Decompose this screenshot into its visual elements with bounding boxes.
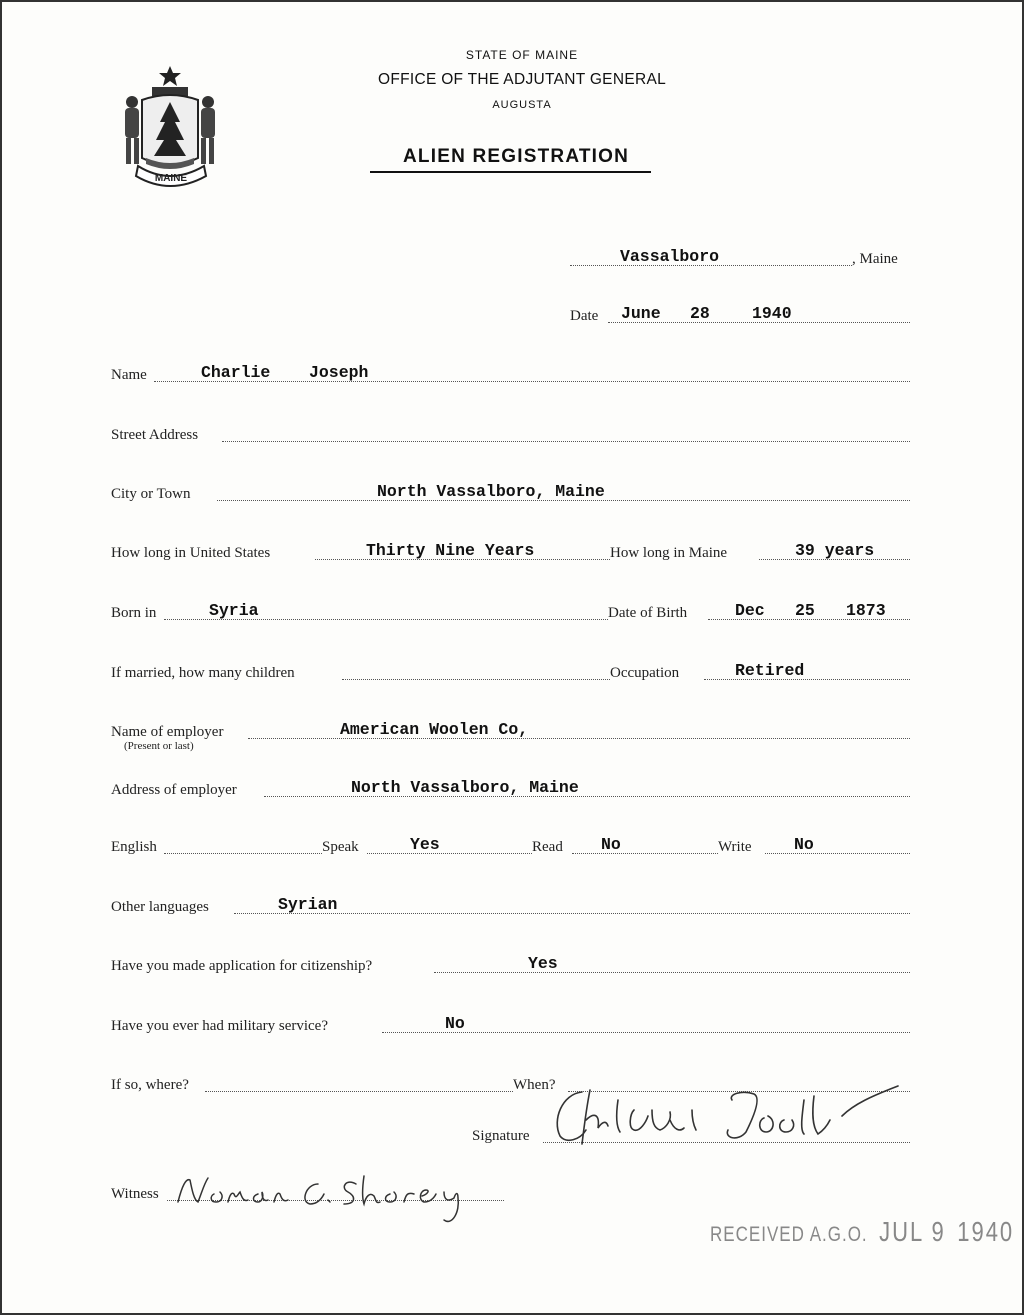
- speak-blank[interactable]: [367, 839, 532, 854]
- name-label: Name: [111, 367, 147, 383]
- employer-address-row: [2, 778, 1024, 802]
- occupation-value: Retired: [735, 661, 805, 680]
- children-row: [2, 661, 1024, 685]
- read-value: No: [601, 835, 621, 854]
- occupation-label: Occupation: [610, 665, 680, 681]
- employer-label: Name of employer: [111, 724, 224, 740]
- dob-label: Date of Birth: [608, 605, 688, 621]
- place-suffix: , Maine: [852, 251, 898, 267]
- street-row: [2, 427, 1024, 447]
- duration-row: [2, 541, 1024, 565]
- name-row: [2, 363, 1024, 387]
- citizenship-value: Yes: [528, 954, 558, 973]
- employer-address-value: North Vassalboro, Maine: [351, 778, 579, 797]
- signature-label: Signature: [472, 1128, 530, 1144]
- form-title: ALIEN REGISTRATION: [402, 146, 630, 167]
- witness-handwriting: [168, 1162, 498, 1232]
- employer-sublabel: (Present or last): [124, 740, 194, 752]
- signature-handwriting: [542, 1080, 912, 1150]
- write-label: Write: [718, 839, 752, 855]
- us-duration-label: How long in United States: [111, 545, 271, 561]
- military-label: Have you ever had military service?: [111, 1018, 328, 1034]
- date-year: 1940: [752, 304, 792, 323]
- where-blank[interactable]: [205, 1077, 513, 1092]
- header-state: STATE OF MAINE: [465, 48, 579, 62]
- english-blank: [164, 839, 322, 854]
- born-label: Born in: [111, 605, 157, 621]
- title-underline: [370, 171, 651, 173]
- languages-row: [2, 895, 1024, 919]
- english-label: English: [111, 839, 157, 855]
- military-value: No: [445, 1014, 465, 1033]
- employer-address-label: Address of employer: [111, 782, 237, 798]
- date-month: June: [621, 304, 661, 323]
- seal-lettering: MAINE: [154, 173, 188, 184]
- speak-label: Speak: [322, 839, 359, 855]
- languages-value: Syrian: [278, 895, 338, 914]
- birth-row: [2, 601, 1024, 625]
- children-label: If married, how many children: [111, 665, 295, 681]
- citizenship-row: [2, 954, 1024, 978]
- street-blank[interactable]: [222, 427, 910, 442]
- name-last: Joseph: [309, 363, 369, 382]
- name-first: Charlie: [201, 363, 271, 382]
- place-row: [2, 247, 1024, 271]
- received-stamp: [710, 1216, 1014, 1249]
- city-label: City or Town: [111, 486, 191, 502]
- stamp-date: JUL 9: [879, 1216, 946, 1248]
- street-label: Street Address: [111, 427, 199, 443]
- header-city: AUGUSTA: [492, 99, 552, 111]
- maine-duration-value: 39 years: [795, 541, 875, 560]
- employer-row: [2, 720, 1024, 752]
- born-value: Syria: [209, 601, 259, 620]
- dob-day: 25: [795, 601, 815, 620]
- date-row: [2, 304, 1024, 328]
- speak-value: Yes: [410, 835, 440, 854]
- military-row: [2, 1014, 1024, 1038]
- read-blank[interactable]: [572, 839, 718, 854]
- dob-year: 1873: [846, 601, 886, 620]
- header-office: OFFICE OF THE ADJUTANT GENERAL: [377, 71, 667, 88]
- children-blank[interactable]: [342, 665, 610, 680]
- city-value: North Vassalboro, Maine: [377, 482, 605, 501]
- citizenship-label: Have you made application for citizenship?: [111, 958, 373, 974]
- maine-duration-label: How long in Maine: [610, 545, 728, 561]
- place-value: Vassalboro: [620, 247, 720, 266]
- witness-row: [2, 1186, 1024, 1206]
- date-label: Date: [570, 308, 599, 324]
- where-label: If so, where?: [111, 1077, 189, 1093]
- dob-month: Dec: [735, 601, 765, 620]
- stamp-year: 1940: [957, 1216, 1015, 1248]
- english-row: [2, 835, 1024, 859]
- when-label: When?: [513, 1077, 556, 1093]
- employer-value: American Woolen Co,: [340, 720, 529, 739]
- write-blank[interactable]: [765, 839, 910, 854]
- read-label: Read: [532, 839, 563, 855]
- citizenship-blank[interactable]: [434, 958, 910, 973]
- date-day: 28: [690, 304, 710, 323]
- us-duration-value: Thirty Nine Years: [366, 541, 535, 560]
- languages-label: Other languages: [111, 899, 209, 915]
- city-row: [2, 482, 1024, 506]
- witness-label: Witness: [111, 1186, 159, 1202]
- stamp-received: RECEIVED A.G.O.: [710, 1222, 868, 1246]
- write-value: No: [794, 835, 814, 854]
